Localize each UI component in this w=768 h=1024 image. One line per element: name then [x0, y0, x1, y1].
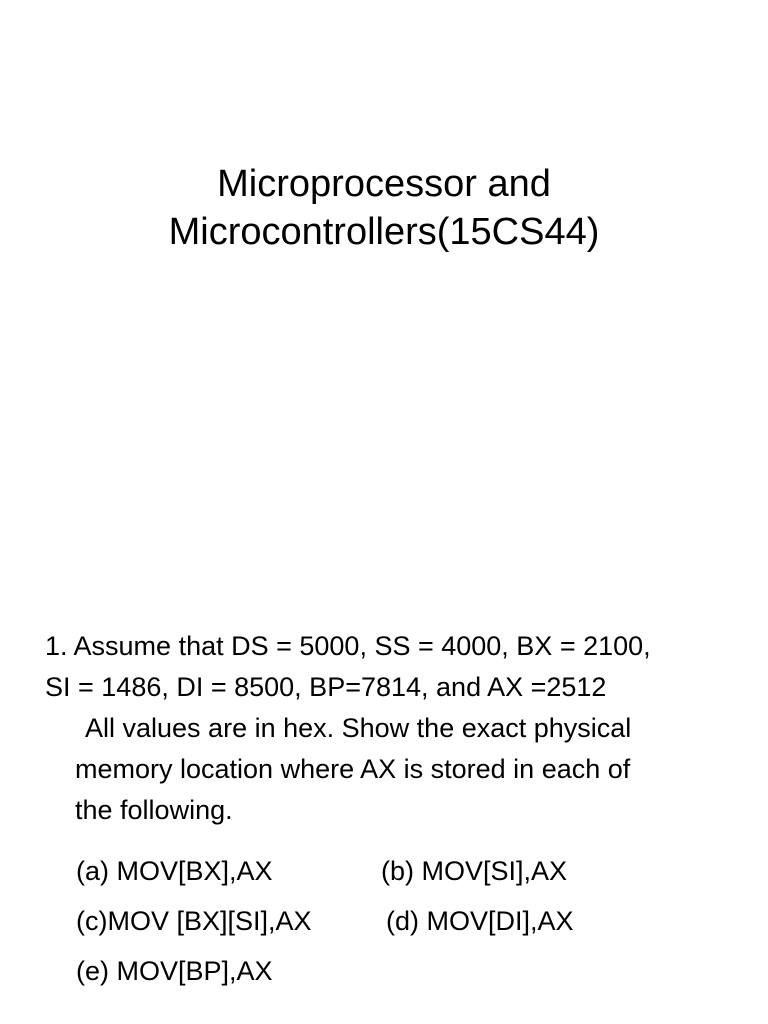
options-row-2 — [76, 896, 756, 946]
option-b: (b) MOV[SI],AX — [381, 856, 568, 886]
title-line-1: Microprocessor and — [217, 163, 551, 205]
question-line-1: 1. Assume that DS = 5000, SS = 4000, BX = 2100, — [45, 631, 651, 661]
option-a: (a) MOV[BX],AX — [76, 856, 273, 886]
slide-title — [0, 160, 768, 256]
question-line-5: the following. — [75, 795, 233, 825]
question-line-4: memory location where AX is stored in each of — [75, 754, 631, 784]
option-d: (d) MOV[DI],AX — [386, 906, 574, 936]
question-text — [45, 626, 745, 831]
title-line-2: Microcontrollers(15CS44) — [168, 211, 600, 253]
options-row-3 — [76, 946, 756, 996]
question-line-2: SI = 1486, DI = 8500, BP=7814, and AX =2512 — [45, 672, 607, 702]
options-row-1 — [76, 846, 756, 896]
option-e: (e) MOV[BP],AX — [76, 956, 273, 986]
option-c: (c)MOV [BX][SI],AX — [76, 906, 312, 936]
question-line-3: All values are in hex. Show the exact physical — [85, 713, 632, 743]
options-list — [76, 846, 756, 996]
